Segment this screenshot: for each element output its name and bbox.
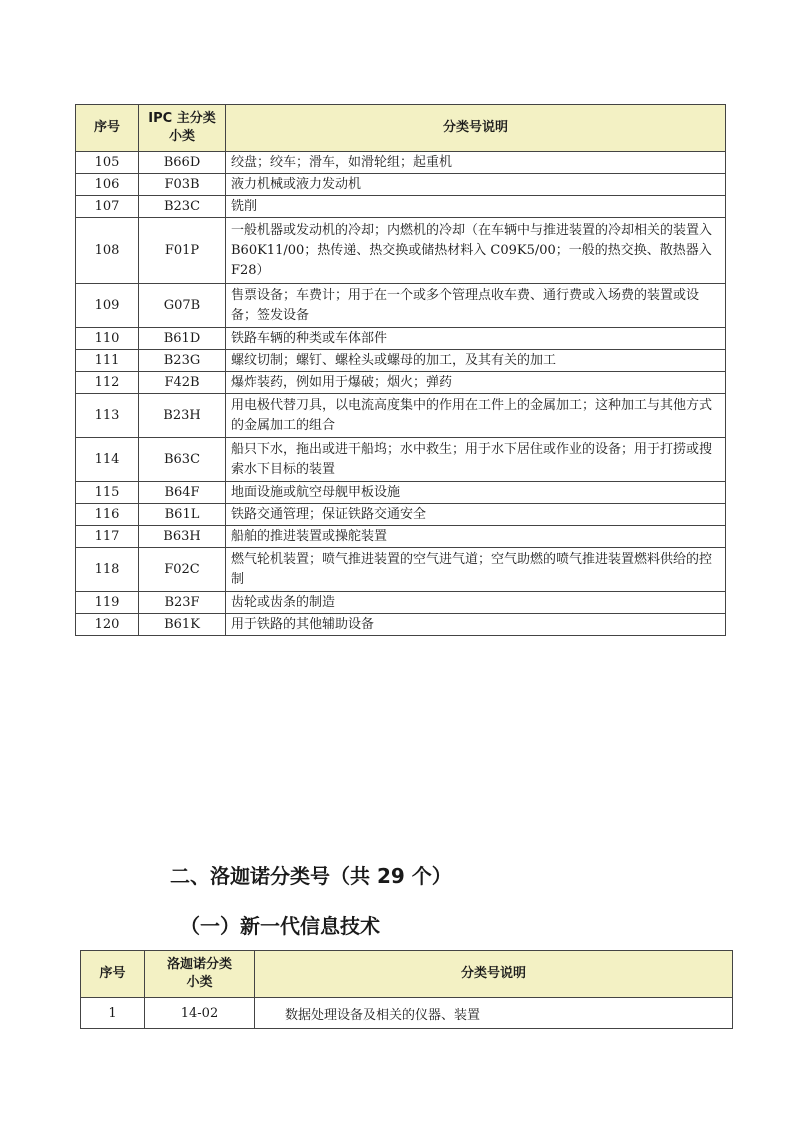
cell-class-code: B63H: [139, 526, 226, 548]
table-row: [76, 526, 726, 548]
cell-description: 地面设施或航空母舰甲板设施: [226, 482, 726, 504]
table-row: [76, 218, 726, 284]
cell-class-code: B66D: [139, 152, 226, 174]
cell-description: 一般机器或发动机的冷却；内燃机的冷却（在车辆中与推进装置的冷却相关的装置入 B60K11/00；热传递、热交换或储热材料入 C09K5/00；一般的热交换、散热器入 F28）: [226, 218, 726, 284]
cell-class-code: F42B: [139, 372, 226, 394]
subsection-heading-it: （一）新一代信息技术: [180, 914, 380, 938]
cell-description: 船舶的推进装置或操舵装置: [226, 526, 726, 548]
cell-serial-number: 119: [76, 592, 139, 614]
table-row: [81, 998, 733, 1029]
table-row: [76, 196, 726, 218]
table-row: [76, 482, 726, 504]
cell-class-code: B61L: [139, 504, 226, 526]
table-row: [76, 394, 726, 438]
cell-serial-number: 1: [81, 998, 145, 1029]
header-ipc-subclass: [139, 105, 226, 152]
section-heading-locarno: 二、洛迦诺分类号（共 29 个）: [170, 864, 452, 888]
cell-description: 铁路交通管理；保证铁路交通安全: [226, 504, 726, 526]
cell-serial-number: 115: [76, 482, 139, 504]
header-serial-number: 序号: [76, 105, 139, 152]
ipc-classification-table: [75, 104, 726, 636]
cell-serial-number: 109: [76, 284, 139, 328]
header-description: 分类号说明: [255, 951, 733, 998]
cell-class-code: B61D: [139, 328, 226, 350]
cell-description: 铁路车辆的种类或车体部件: [226, 328, 726, 350]
cell-class-code: B64F: [139, 482, 226, 504]
table-row: [76, 548, 726, 592]
cell-serial-number: 110: [76, 328, 139, 350]
cell-description: 用电极代替刀具，以电流高度集中的作用在工件上的金属加工；这种加工与其他方式的金属加工的组合: [226, 394, 726, 438]
cell-description: 螺纹切制；螺钉、螺栓头或螺母的加工，及其有关的加工: [226, 350, 726, 372]
cell-class-code: B23C: [139, 196, 226, 218]
cell-serial-number: 111: [76, 350, 139, 372]
cell-class-code: B61K: [139, 614, 226, 636]
cell-class-code: F02C: [139, 548, 226, 592]
cell-class-code: G07B: [139, 284, 226, 328]
cell-serial-number: 105: [76, 152, 139, 174]
cell-description: 液力机械或液力发动机: [226, 174, 726, 196]
cell-class-code: B23F: [139, 592, 226, 614]
cell-description: 船只下水，拖出或进干船坞；水中救生；用于水下居住或作业的设备；用于打捞或搜索水下目标的装置: [226, 438, 726, 482]
cell-class-code: F01P: [139, 218, 226, 284]
table-row: [76, 592, 726, 614]
locarno-classification-table: [80, 950, 733, 1029]
table-header-row: [81, 951, 733, 998]
cell-description: 爆炸装药，例如用于爆破；烟火；弹药: [226, 372, 726, 394]
table-row: [76, 174, 726, 196]
cell-class-code: B63C: [139, 438, 226, 482]
cell-description: 燃气轮机装置；喷气推进装置的空气进气道；空气助燃的喷气推进装置燃料供给的控制: [226, 548, 726, 592]
header-locarno-subclass: [145, 951, 255, 998]
cell-description: 售票设备；车费计；用于在一个或多个管理点收车费、通行费或入场费的装置或设备；签发设备: [226, 284, 726, 328]
table-row: [76, 284, 726, 328]
cell-serial-number: 108: [76, 218, 139, 284]
cell-serial-number: 106: [76, 174, 139, 196]
cell-description: 用于铁路的其他辅助设备: [226, 614, 726, 636]
cell-serial-number: 107: [76, 196, 139, 218]
cell-serial-number: 113: [76, 394, 139, 438]
table-row: [76, 504, 726, 526]
cell-class-code: B23G: [139, 350, 226, 372]
cell-description: 齿轮或齿条的制造: [226, 592, 726, 614]
table-row: [76, 372, 726, 394]
table-header-row: [76, 105, 726, 152]
table-row: [76, 328, 726, 350]
cell-serial-number: 112: [76, 372, 139, 394]
table-row: [76, 350, 726, 372]
cell-description: 铣削: [226, 196, 726, 218]
table-row: [76, 152, 726, 174]
cell-description: 绞盘；绞车；滑车，如滑轮组；起重机: [226, 152, 726, 174]
cell-serial-number: 116: [76, 504, 139, 526]
cell-serial-number: 120: [76, 614, 139, 636]
header-description: 分类号说明: [226, 105, 726, 152]
table-row: [76, 438, 726, 482]
header-serial-number: 序号: [81, 951, 145, 998]
cell-serial-number: 114: [76, 438, 139, 482]
cell-class-code: B23H: [139, 394, 226, 438]
cell-description: 数据处理设备及相关的仪器、装置: [255, 998, 733, 1029]
cell-serial-number: 117: [76, 526, 139, 548]
cell-class-code: 14-02: [145, 998, 255, 1029]
cell-class-code: F03B: [139, 174, 226, 196]
header-locarno-subclass-text: 洛迦诺分类 小类: [166, 957, 232, 990]
cell-serial-number: 118: [76, 548, 139, 592]
header-ipc-subclass-text: IPC 主分类 小类: [148, 111, 216, 144]
table-row: [76, 614, 726, 636]
